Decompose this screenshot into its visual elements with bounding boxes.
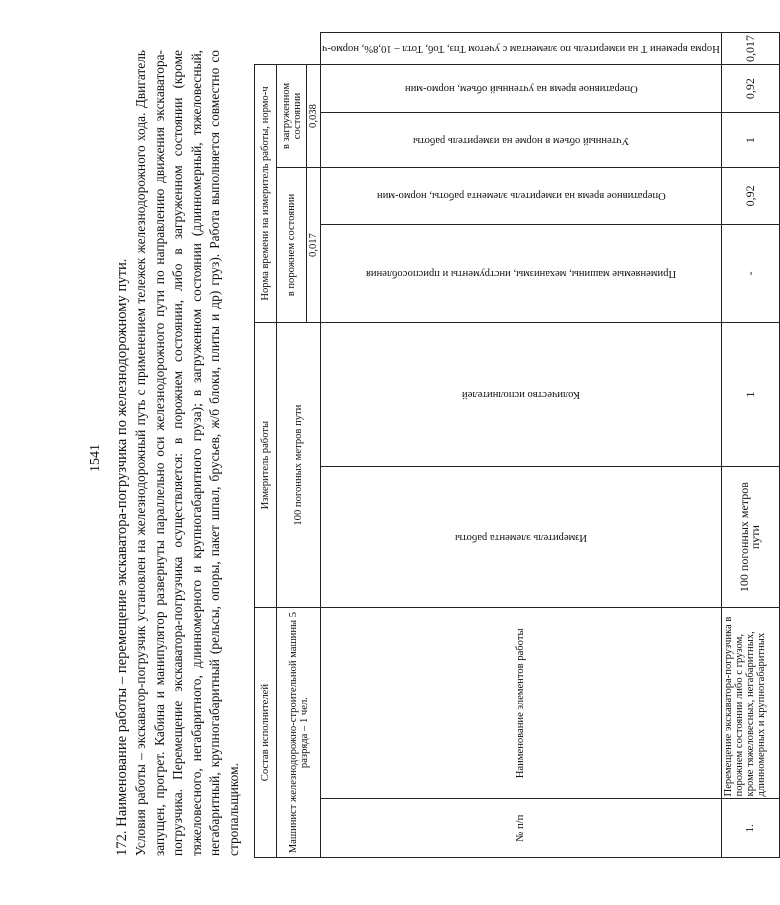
work-title: 172. Наименование работы – перемещение экскаватора-погрузчика по железнодорожному пути.: [114, 258, 130, 856]
header-op-time-empty: Оперативное время на измеритель элемента работы, нормо-мин: [321, 168, 722, 224]
norm-table: [254, 32, 780, 858]
empty-norm: 0,017: [307, 168, 321, 323]
loaded-norm: 0,038: [307, 65, 321, 168]
empty-state-label: в порожнем состоянии: [277, 168, 307, 323]
header-unit: Измеритель работы: [255, 323, 277, 608]
header-accounted-volume: Учтенный объем в норме на измеритель работы: [321, 113, 722, 168]
row-op-time-volume: 0,92: [721, 65, 779, 113]
row-executor-count: 1: [721, 323, 779, 467]
row-volume: 1: [721, 113, 779, 168]
header-staff: Состав исполнителей: [255, 608, 277, 858]
header-norm-calc: Норма времени Т на измеритель по элементам с учетом Тпз, Тоб, Тотл – 10,8%, нормо-ч: [321, 33, 722, 65]
row-num: 1.: [721, 799, 779, 858]
row-norm: 0,017: [721, 33, 779, 65]
header-op-time-loaded: Оперативное время на учтенный объем, нормо-мин: [321, 65, 722, 113]
row-element-unit: 100 погонных метров пути: [721, 467, 779, 608]
loaded-state-label: в загруженном состоянии: [277, 65, 307, 168]
rotated-content: [70, 32, 767, 872]
header-num: № п/п: [321, 799, 722, 858]
header-element-unit: Измеритель элемента работы: [321, 467, 722, 608]
work-conditions: Условия работы – экскаватор-погрузчик установлен на железнодорожный путь с применением тележек железнодорожного хода. Двигатель запущен, прогрет. Кабина и манипулятор развернуты параллельно оси железнодорожного пути по направлению движения экскаватора-погрузчика. Перемещение экскаватора-погрузчика осуществляется: в порожнем состоянии, либо в загруженном состоянии (кроме тяжеловесного, негабаритного, длинномерного и крупногабаритного груза); в загруженном состоянии (длинномерный, тяжеловесный, негабаритный, крупногабаритный (рельсы, опоры, пакет шпал, брусьев, ж/б блоки, плиты и др) груз). Работа выполняется совместно со стропальщиком.: [133, 50, 241, 856]
staff-value: Машинист железнодорожно-строительной машины 5 разряда – 1 чел.: [277, 608, 321, 858]
row-equipment: -: [721, 224, 779, 323]
row-op-time: 0,92: [721, 168, 779, 224]
header-element-name: Наименование элементов работы: [321, 608, 722, 799]
header-equipment: Применяемые машины, механизмы, инструменты и приспособления: [321, 224, 722, 323]
unit-value: 100 погонных метров пути: [277, 323, 321, 608]
row-element-name: Перемещение экскаватора-погрузчика в порожнем состоянии либо с грузом, кроме тяжеловесных, негабаритных, длинномерных и крупногабаритных: [721, 608, 779, 799]
header-executor-count: Количество исполнителей: [321, 323, 722, 467]
page-number: 1541: [88, 444, 103, 472]
header-norm: Норма времени на измеритель работы, нормо-ч: [255, 65, 277, 323]
